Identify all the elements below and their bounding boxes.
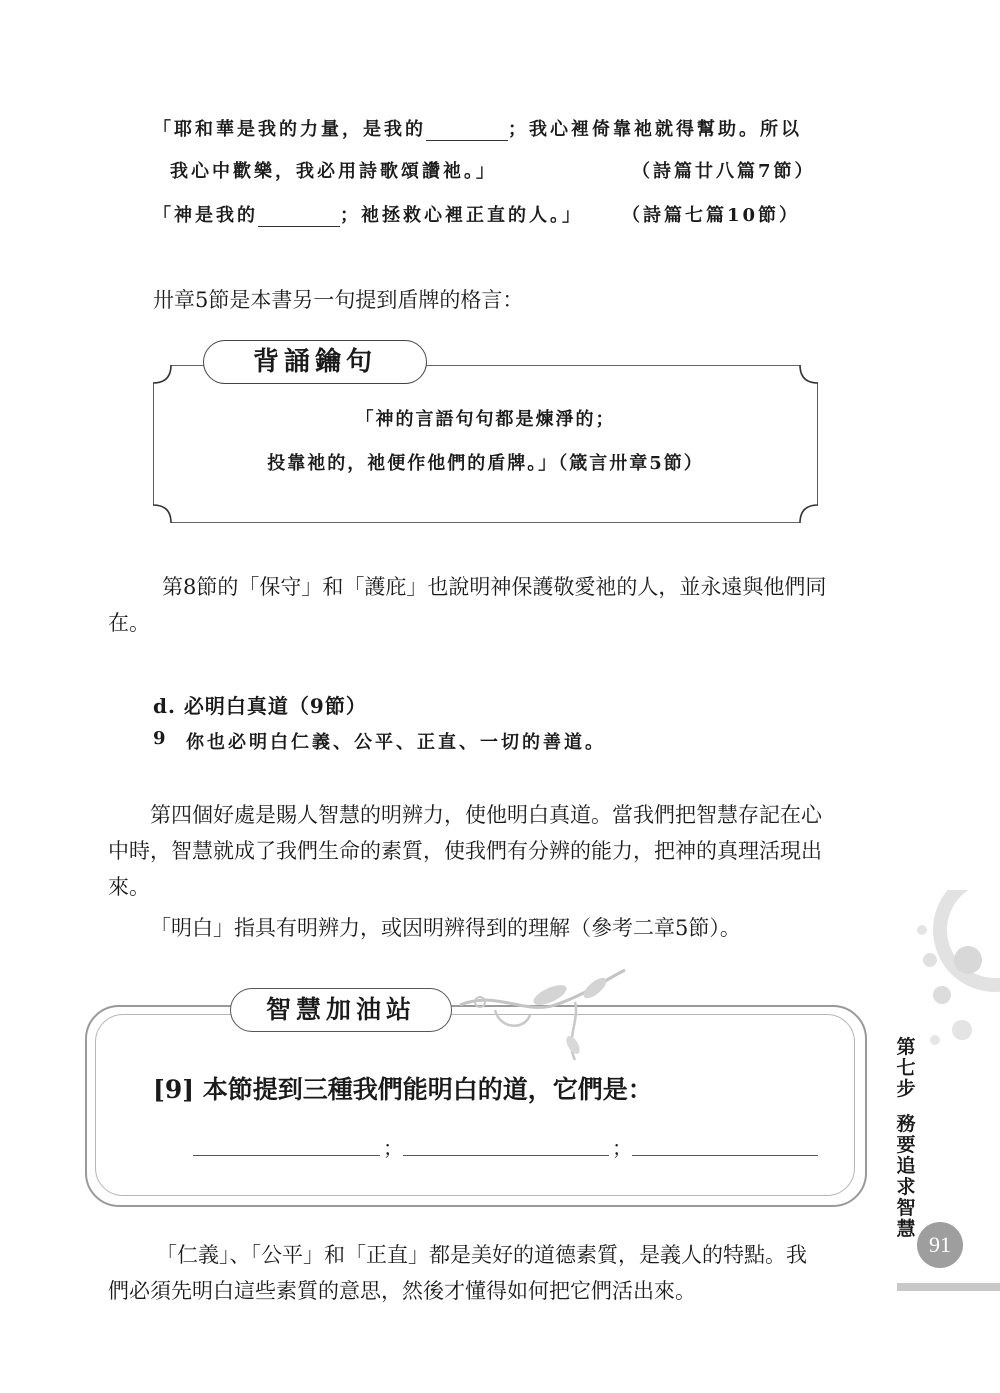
verse-text: 我心中歡樂，我必用詩歌頌讚祂。」 [170,161,497,182]
verse-line-3 [153,201,583,227]
verse-text: ；我心裡倚靠祂就得幫助。所以 [508,119,802,140]
verse-text: 「耶和華是我的力量，是我的 [153,119,426,140]
question-text: [9] 本節提到三種我們能明白的道，它們是： [153,1075,653,1104]
wisdom-station-title: 智慧加油站 [230,988,452,1032]
floral-ornament-icon [455,960,655,1070]
intro-text: 卅章5節是本書另一句提到盾牌的格言： [153,288,524,312]
separator: ； [612,1136,632,1160]
paragraph: 第四個好處是賜人智慧的明辨力，使他明白真道。當我們把智慧存記在心 中時，智慧就成了我們生命的素質，使我們有分辨的能力，把神的真理活現出 來。 [108,803,822,899]
verse-reference: （詩篇七篇10節） [622,205,801,226]
fill-blank[interactable] [258,204,340,227]
verse-text: 你也必明白仁義、公平、正直、一切的善道。 [186,732,606,753]
chapter-side-tab: 第 七 步 務 要 追 求 智 慧 [896,1036,916,1240]
memory-verse-title: 背誦鑰句 [203,340,427,384]
verse-text: 「神是我的 [153,205,258,226]
page-edge-bar [897,1283,1000,1291]
memory-verse-line-2: 投靠祂的，祂便作他們的盾牌。」（箴言卅章5節） [267,453,704,474]
verse-reference: （詩篇廿八篇7節） [632,161,816,182]
paragraph: 第8節的「保守」和「護庇」也說明神保護敬愛祂的人，並永遠與他們同 在。 [108,575,827,635]
verse-text: ；祂拯救心裡正直的人。」 [340,205,583,226]
answer-blank-3[interactable] [632,1155,818,1156]
box-frame [153,365,818,523]
verse-number: 9 [153,728,169,749]
page-number: 91 [917,1222,963,1268]
answer-blank-2[interactable] [403,1155,609,1156]
memory-verse-box [153,365,818,523]
paragraph: 「仁義」、「公平」和「正直」都是美好的道德素質，是義人的特點。我 們必須先明白這些素質的意思，然後才懂得如何把它們活出來。 [108,1243,807,1303]
verse-line-1 [153,115,802,141]
verse-line-2 [170,157,497,183]
section-heading: d. 必明白真道（9節） [153,694,367,718]
separator: ； [383,1136,403,1160]
answer-blank-1[interactable] [193,1155,380,1156]
paragraph: 「明白」指具有明辨力，或因明辨得到的理解（參考二章5節）。 [150,916,741,940]
fill-blank[interactable] [426,118,508,141]
decorative-circles [900,890,1000,1060]
memory-verse-line-1: 「神的言語句句都是煉淨的； [355,409,616,430]
